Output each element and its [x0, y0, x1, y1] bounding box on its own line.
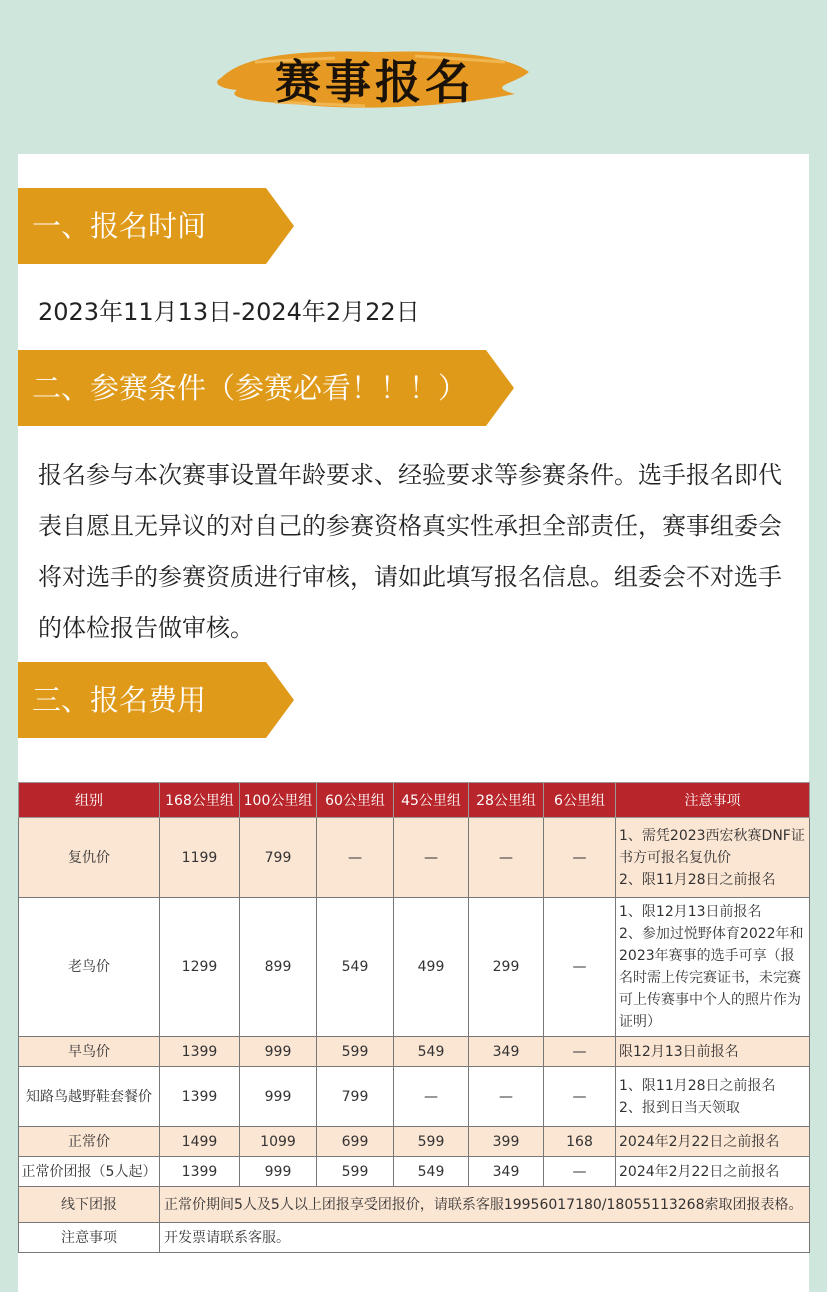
row-label: 复仇价: [19, 818, 160, 898]
price-cell: 699: [317, 1127, 394, 1157]
note-line: 限12月13日前报名: [619, 1043, 739, 1060]
price-cell: 1399: [160, 1157, 240, 1187]
price-cell: 999: [240, 1067, 317, 1127]
group-registration-text: 正常价期间5人及5人以上团报享受团报价，请联系客服19956017180/18055113268索取团报表格。: [160, 1187, 810, 1223]
invoice-note-text: 开发票请联系客服。: [160, 1223, 810, 1253]
price-cell: 599: [394, 1127, 469, 1157]
note-cell: [616, 1157, 810, 1187]
note-line: 1、限12月13日前报名: [619, 904, 762, 920]
note-line: 2024年2月22日之前报名: [619, 1163, 780, 1180]
note-cell: [616, 1067, 810, 1127]
section-title: 二、参赛条件（参赛必看！！！）: [32, 371, 468, 405]
table-row: [19, 1067, 810, 1127]
note-line: 1、限11月28日之前报名: [619, 1077, 776, 1094]
price-cell: 349: [469, 1157, 544, 1187]
registration-period-text: 2023年11月13日-2024年2月22日: [38, 298, 420, 326]
price-cell: 999: [240, 1037, 317, 1067]
arrow-decoration: [266, 188, 294, 264]
row-label: 线下团报: [19, 1187, 160, 1223]
note-cell: [616, 898, 810, 1037]
note-line: 2024年2月22日之前报名: [619, 1133, 780, 1150]
section-title: 一、报名时间: [32, 209, 207, 243]
content-card: [18, 154, 809, 1292]
row-label: 正常价团报（5人起）: [19, 1157, 160, 1187]
price-cell: —: [544, 1157, 616, 1187]
page-title: 赛事报名: [275, 55, 475, 109]
price-cell: 399: [469, 1127, 544, 1157]
section-fees: [18, 662, 266, 738]
note-line: 2、限11月28日之前报名: [619, 871, 776, 888]
price-cell: 1399: [160, 1067, 240, 1127]
section-conditions: [18, 350, 486, 426]
fee-table: [18, 782, 810, 1253]
price-cell: 1199: [160, 818, 240, 898]
header-cell: 168公里组: [160, 783, 240, 818]
row-label: 早鸟价: [19, 1037, 160, 1067]
price-cell: 1399: [160, 1037, 240, 1067]
header-cell: 组别: [19, 783, 160, 818]
row-label: 注意事项: [19, 1223, 160, 1253]
table-header-row: [19, 783, 810, 818]
price-cell: 599: [317, 1037, 394, 1067]
arrow-decoration: [266, 662, 294, 738]
note-cell: [616, 1037, 810, 1067]
table-row-notes: [19, 1223, 810, 1253]
section-registration-period: [18, 188, 266, 264]
price-cell: —: [544, 818, 616, 898]
conditions-paragraph: 报名参与本次赛事设置年龄要求、经验要求等参赛条件。选手报名即代表自愿且无异议的对自己的参赛资格真实性承担全部责任，赛事组委会将对选手的参赛资质进行审核，请如此填写报名信息。组委会不对选手的体检报告做审核。: [38, 461, 782, 642]
price-cell: —: [544, 1067, 616, 1127]
header-cell: 注意事项: [616, 783, 810, 818]
table-row: [19, 1037, 810, 1067]
price-cell: 599: [317, 1157, 394, 1187]
arrow-decoration: [486, 350, 514, 426]
price-cell: 349: [469, 1037, 544, 1067]
note-line: 1、需凭2023西宏秋赛DNF证书方可报名复仇价: [619, 827, 805, 866]
row-label: 老鸟价: [19, 898, 160, 1037]
price-cell: 1099: [240, 1127, 317, 1157]
price-cell: 799: [240, 818, 317, 898]
row-label: 知路鸟越野鞋套餐价: [19, 1067, 160, 1127]
price-cell: —: [544, 898, 616, 1037]
header-cell: 100公里组: [240, 783, 317, 818]
header-cell: 28公里组: [469, 783, 544, 818]
price-cell: 549: [394, 1157, 469, 1187]
header-cell: 45公里组: [394, 783, 469, 818]
header-cell: 60公里组: [317, 783, 394, 818]
price-cell: —: [544, 1037, 616, 1067]
price-cell: 549: [317, 898, 394, 1037]
price-cell: 999: [240, 1157, 317, 1187]
table-row: [19, 898, 810, 1037]
price-cell: 1299: [160, 898, 240, 1037]
price-cell: —: [394, 818, 469, 898]
price-cell: 168: [544, 1127, 616, 1157]
price-cell: 799: [317, 1067, 394, 1127]
row-label: 正常价: [19, 1127, 160, 1157]
note-line: 2、报到日当天领取: [619, 1099, 740, 1116]
table-row-group-registration: [19, 1187, 810, 1223]
price-cell: —: [469, 818, 544, 898]
price-cell: 549: [394, 1037, 469, 1067]
price-cell: —: [317, 818, 394, 898]
price-cell: 899: [240, 898, 317, 1037]
price-cell: —: [394, 1067, 469, 1127]
section-title: 三、报名费用: [32, 683, 207, 717]
table-row: [19, 1127, 810, 1157]
note-cell: [616, 818, 810, 898]
price-cell: 299: [469, 898, 544, 1037]
table-row: [19, 1157, 810, 1187]
header-cell: 6公里组: [544, 783, 616, 818]
table-row: [19, 818, 810, 898]
title-banner: [215, 32, 535, 114]
note-cell: [616, 1127, 810, 1157]
note-line: 2、参加过悦野体育2022年和2023年赛事的选手可享（报名时需上传完赛证书，未完赛可上传赛事中个人的照片作为证明）: [619, 926, 804, 1030]
price-cell: 1499: [160, 1127, 240, 1157]
price-cell: —: [469, 1067, 544, 1127]
price-cell: 499: [394, 898, 469, 1037]
